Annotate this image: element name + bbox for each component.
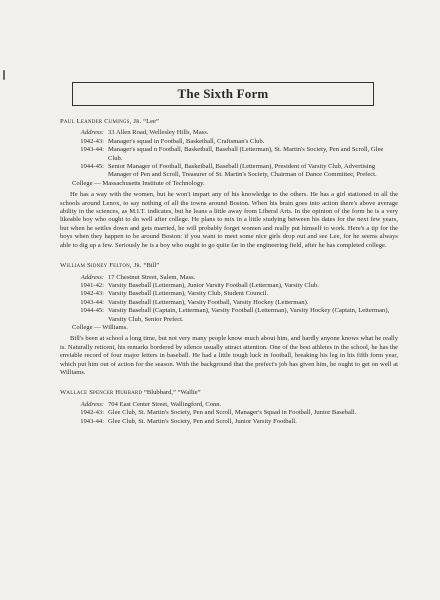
activity-row — [60, 307, 398, 324]
page-title: The Sixth Form — [177, 86, 269, 101]
college-line: College — Williams. — [72, 323, 128, 331]
activity-text: Glee Club, St. Martin's Society, Pen and Scroll, Manager's Squad in Football, Junior Baseball. — [108, 409, 357, 417]
activity-text: Senior Manager of Football, Basketball, Baseball (Letterman), President of Varsity Club, Advertising Manager of Pen and Scroll, Treasurer of St. Martin's Society, Chairman of Dance Committee, Prefect. — [108, 163, 377, 179]
activity-row — [60, 290, 398, 298]
student-name: William Sidney Felton, Jr. — [60, 262, 142, 270]
entry-header — [60, 389, 398, 397]
student-name: Paul Leander Cumings, Jr. — [60, 118, 142, 125]
activity-row — [60, 138, 398, 146]
address-row — [60, 129, 398, 137]
activity-row — [60, 299, 398, 307]
page-title-box — [72, 82, 374, 106]
activity-text: Varsity Baseball (Captain, Letterman), Varsity Football (Letterman), Varsity Hockey (Captain, Letterman), Varsity Club, Senior Prefect. — [108, 307, 390, 323]
student-nickname: “Bill” — [143, 262, 160, 270]
student-bio: He has a way with the women, but he won't impart any of his knowledge to the others. He has a girl stationed in all the schools around Lenox, to say nothing of all the towns around Boston. When his brain goes into action there's above average ability in the sciences, as M.I.T. indicates, but he leans a little away from Liberal Arts. In the opinion of the form he is a very likeable boy who ought to do well after college. He plans to mix in a little studying between his dates for the next few years, but when he settles down and gets married, he will probably forget women and really put himself to work. Here's a tip for the boys when they happen to be around Boston: if you want to meet some nice girls drop out and see Lee, for he seems always able to dig up a few. Seriously he is a boy who ought to go quite far in the engineering field, after he has completed college. — [60, 191, 398, 249]
address-row — [60, 401, 398, 409]
college-line: College — Massachusetts Institute of Technology. — [72, 179, 205, 187]
activity-year: 1942-43: — [80, 137, 104, 145]
student-entry — [60, 118, 398, 250]
activity-text: Varsity Baseball (Letterman), Varsity Club, Student Council. — [108, 290, 269, 298]
student-entry — [60, 389, 398, 426]
address-label: Address: — [80, 129, 104, 137]
student-entry — [60, 262, 398, 377]
address-label: Address: — [80, 400, 104, 408]
activity-text: Manager's squad in Football, Basketball, Craftsman's Club. — [108, 137, 265, 145]
activity-text: Glee Club, St. Martin's Society, Pen and Scroll, Junior Varsity Football. — [108, 417, 297, 425]
activity-year: 1943-44: — [80, 298, 104, 306]
activity-year: 1944-45: — [80, 307, 104, 315]
activity-row — [60, 409, 398, 417]
activity-year: 1943-44: — [80, 146, 104, 154]
address-value: 17 Chestnut Street, Salem, Mass. — [108, 273, 196, 281]
entry-header — [60, 262, 398, 270]
student-nickname: “Lee” — [143, 118, 159, 125]
entry-header — [60, 118, 398, 126]
address-value: 704 East Center Street, Wallingford, Conn. — [108, 400, 222, 408]
activity-row — [60, 418, 398, 426]
activity-year: 1942-43: — [80, 290, 104, 298]
activity-year: 1941-42: — [80, 281, 104, 289]
entries-list — [60, 118, 398, 438]
student-bio: Bill's been at school a long time, but not very many people know much about him, and hardly anyone knows what he really is. Naturally reticent, his remarks bordered by silence usually attract attention. One of the best athletes in the school, he has the enviable record of four major letters in baseball. He had a little tough luck in football, breaking his leg in his fifth form year, which put him out of action for the season. With the background that the prefect's job has given him, he ought to get on well at Williams. — [60, 335, 398, 376]
student-name: Wallace Spencer Hubbard — [60, 389, 143, 397]
activity-year: 1944-45: — [80, 163, 104, 171]
activity-text: Varsity Baseball (Letterman), Varsity Football, Varsity Hockey (Letterman). — [108, 298, 309, 306]
activity-year: 1943-44: — [80, 417, 104, 425]
activity-row — [60, 146, 398, 163]
address-label: Address: — [80, 273, 104, 281]
activity-text: Manager's squad n Football, Basketball, Baseball (Letterman), St. Martin's Society, Pen and Scroll, Glee Club. — [108, 146, 384, 162]
activity-year: 1942-43: — [80, 409, 104, 417]
activity-row — [60, 163, 398, 180]
address-value: 33 Allen Road, Wellesley Hills, Mass. — [108, 129, 209, 137]
binding-mark — [3, 70, 5, 80]
activity-row — [60, 282, 398, 290]
address-row — [60, 274, 398, 282]
student-nickname: “Blubbard,” “Wallie” — [143, 389, 201, 397]
activity-text: Varsity Baseball (Letterman), Junior Varsity Football (Letterman), Varsity Club. — [108, 281, 319, 289]
